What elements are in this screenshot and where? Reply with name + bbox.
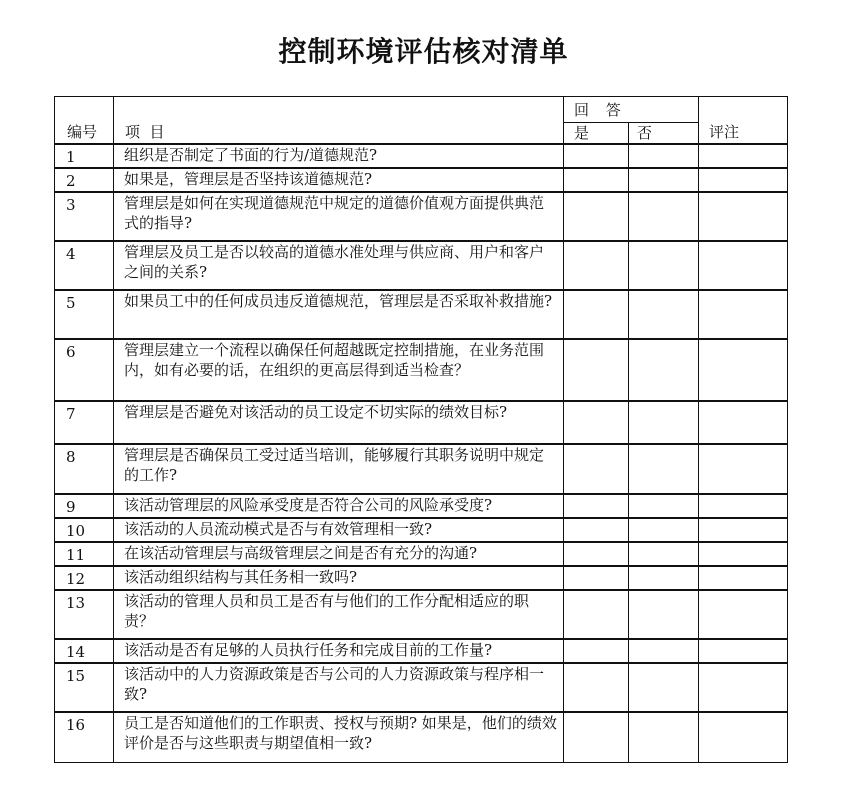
- row-item: 如果员工中的任何成员违反道德规范，管理层是否采取补救措施?: [114, 290, 564, 339]
- answer-yes-cell[interactable]: [564, 518, 629, 542]
- row-number: 10: [55, 518, 114, 542]
- answer-yes-cell[interactable]: [564, 590, 629, 639]
- table-row: [55, 590, 788, 639]
- row-number: 8: [55, 444, 114, 494]
- remark-cell[interactable]: [699, 639, 788, 663]
- remark-cell[interactable]: [699, 290, 788, 339]
- remark-cell[interactable]: [699, 192, 788, 241]
- answer-yes-cell[interactable]: [564, 444, 629, 494]
- remark-cell[interactable]: [699, 168, 788, 192]
- page-title: 控制环境评估核对清单: [278, 35, 569, 68]
- row-item: 管理层是否避免对该活动的员工设定不切实际的绩效目标?: [114, 401, 564, 444]
- answer-yes-cell[interactable]: [564, 168, 629, 192]
- remark-cell[interactable]: [699, 590, 788, 639]
- row-number: 7: [55, 401, 114, 444]
- remark-cell[interactable]: [699, 518, 788, 542]
- answer-no-cell[interactable]: [629, 192, 699, 241]
- table-row: [55, 444, 788, 494]
- answer-yes-cell[interactable]: [564, 494, 629, 518]
- row-item: 该活动的管理人员和员工是否有与他们的工作分配相适应的职责？: [114, 590, 564, 639]
- answer-no-cell[interactable]: [629, 518, 699, 542]
- row-number: 14: [55, 639, 114, 663]
- answer-no-cell[interactable]: [629, 339, 699, 401]
- remark-cell[interactable]: [699, 401, 788, 444]
- row-number: 12: [55, 566, 114, 590]
- table-row: [55, 639, 788, 663]
- table-row: [55, 290, 788, 339]
- row-number: 9: [55, 494, 114, 518]
- answer-no-cell[interactable]: [629, 168, 699, 192]
- row-number: 6: [55, 339, 114, 401]
- answer-no-cell[interactable]: [629, 290, 699, 339]
- row-item: 管理层是否确保员工受过适当培训，能够履行其职务说明中规定的工作?: [114, 444, 564, 494]
- row-item: 管理层是如何在实现道德规范中规定的道德价值观方面提供典范式的指导?: [114, 192, 564, 241]
- answer-yes-cell[interactable]: [564, 663, 629, 712]
- table-row: [55, 663, 788, 712]
- row-item: 该活动的人员流动模式是否与有效管理相一致?: [114, 518, 564, 542]
- answer-yes-cell[interactable]: [564, 712, 629, 762]
- remark-cell[interactable]: [699, 712, 788, 762]
- answer-yes-cell[interactable]: [564, 339, 629, 401]
- answer-no-cell[interactable]: [629, 639, 699, 663]
- answer-no-cell[interactable]: [629, 144, 699, 168]
- row-number: 1: [55, 144, 114, 168]
- answer-yes-cell[interactable]: [564, 290, 629, 339]
- row-number: 11: [55, 542, 114, 566]
- answer-no-cell[interactable]: [629, 241, 699, 290]
- table-row: [55, 566, 788, 590]
- row-number: 13: [55, 590, 114, 639]
- row-item: 员工是否知道他们的工作职责、授权与预期? 如果是，他们的绩效评价是否与这些职责与期望值相一致?: [114, 712, 564, 762]
- remark-cell[interactable]: [699, 494, 788, 518]
- row-number: 15: [55, 663, 114, 712]
- row-item: 管理层及员工是否以较高的道德水准处理与供应商、用户和客户之间的关系?: [114, 241, 564, 290]
- table-row: [55, 339, 788, 401]
- row-number: 3: [55, 192, 114, 241]
- answer-yes-cell[interactable]: [564, 241, 629, 290]
- row-item: 组织是否制定了书面的行为/道德规范?: [114, 144, 564, 168]
- row-number: 5: [55, 290, 114, 339]
- remark-cell[interactable]: [699, 144, 788, 168]
- answer-no-cell[interactable]: [629, 590, 699, 639]
- table-row: [55, 192, 788, 241]
- remark-cell[interactable]: [699, 241, 788, 290]
- remark-cell[interactable]: [699, 663, 788, 712]
- table-row: [55, 401, 788, 444]
- header-yes: 是: [564, 123, 629, 145]
- remark-cell[interactable]: [699, 444, 788, 494]
- row-item: 该活动管理层的风险承受度是否符合公司的风险承受度?: [114, 494, 564, 518]
- row-item: 该活动组织结构与其任务相一致吗?: [114, 566, 564, 590]
- answer-no-cell[interactable]: [629, 444, 699, 494]
- table-row: [55, 144, 788, 168]
- row-item: 该活动中的人力资源政策是否与公司的人力资源政策与程序相一致?: [114, 663, 564, 712]
- answer-yes-cell[interactable]: [564, 144, 629, 168]
- answer-no-cell[interactable]: [629, 663, 699, 712]
- remark-cell[interactable]: [699, 542, 788, 566]
- checklist-table: [54, 96, 788, 763]
- row-item: 该活动是否有足够的人员执行任务和完成目前的工作量?: [114, 639, 564, 663]
- table-row: [55, 168, 788, 192]
- header-number: 编号: [55, 97, 114, 145]
- table-row: [55, 712, 788, 762]
- answer-no-cell[interactable]: [629, 712, 699, 762]
- remark-cell[interactable]: [699, 566, 788, 590]
- answer-yes-cell[interactable]: [564, 566, 629, 590]
- header-remark: 评注: [699, 97, 788, 145]
- row-item: 如果是，管理层是否坚持该道德规范?: [114, 168, 564, 192]
- header-answer: 回 答: [564, 97, 699, 123]
- answer-yes-cell[interactable]: [564, 639, 629, 663]
- row-number: 4: [55, 241, 114, 290]
- table-row: [55, 518, 788, 542]
- table-row: [55, 494, 788, 518]
- header-item: 项 目: [114, 97, 564, 145]
- checklist-rows: [55, 144, 788, 762]
- row-item: 管理层建立一个流程以确保任何超越既定控制措施，在业务范围内，如有必要的话，在组织的更高层得到适当检查？: [114, 339, 564, 401]
- table-row: [55, 542, 788, 566]
- remark-cell[interactable]: [699, 339, 788, 401]
- row-number: 16: [55, 712, 114, 762]
- answer-yes-cell[interactable]: [564, 401, 629, 444]
- row-item: 在该活动管理层与高级管理层之间是否有充分的沟通?: [114, 542, 564, 566]
- table-row: [55, 241, 788, 290]
- answer-no-cell[interactable]: [629, 494, 699, 518]
- row-number: 2: [55, 168, 114, 192]
- answer-no-cell[interactable]: [629, 401, 699, 444]
- answer-yes-cell[interactable]: [564, 542, 629, 566]
- answer-no-cell[interactable]: [629, 542, 699, 566]
- header-no: 否: [629, 123, 699, 145]
- answer-yes-cell[interactable]: [564, 192, 629, 241]
- answer-no-cell[interactable]: [629, 566, 699, 590]
